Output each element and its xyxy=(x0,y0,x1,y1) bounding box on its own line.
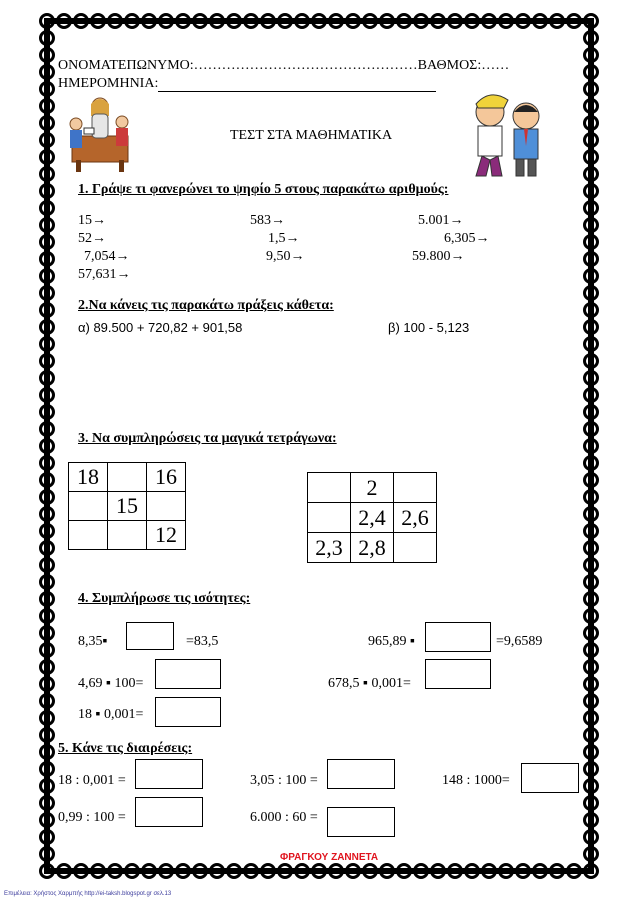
q2-part-b: β) 100 - 5,123 xyxy=(388,320,470,335)
magic-cell[interactable]: 16 xyxy=(147,463,186,492)
magic-square-2 xyxy=(307,472,437,563)
magic-cell[interactable]: 2,4 xyxy=(351,503,394,533)
q1-item: 59.800→ xyxy=(412,249,465,264)
q1-item: 7,054→ xyxy=(84,249,130,264)
answer-box[interactable] xyxy=(521,763,579,793)
q1-heading: 1. Γράψε τι φανερώνει το ψηφίο 5 στους παρακάτω αριθμούς: xyxy=(78,182,449,197)
q1-item: 6,305→ xyxy=(444,231,490,246)
magic-cell[interactable] xyxy=(108,521,147,550)
equation-2-right: =9,6589 xyxy=(496,634,543,649)
teacher-clipart xyxy=(62,94,138,174)
magic-cell[interactable]: 2,6 xyxy=(394,503,437,533)
division-1: 18 : 0,001 = xyxy=(58,773,126,788)
magic-cell[interactable] xyxy=(394,533,437,563)
q1-item: 5.001→ xyxy=(418,213,464,228)
name-line: ΟΝΟΜΑΤΕΠΩΝΥΜΟ:…………………………………………ΒΑΘΜΟΣ:…… xyxy=(58,58,510,73)
division-3: 148 : 1000= xyxy=(442,773,510,788)
q2-part-a: α) 89.500 + 720,82 + 901,58 xyxy=(78,320,243,335)
test-title: ΤΕΣΤ ΣΤΑ ΜΑΘΗΜΑΤΙΚΑ xyxy=(230,128,393,143)
magic-cell[interactable]: 12 xyxy=(147,521,186,550)
equation-1-left: 8,35▪ xyxy=(78,634,108,649)
equation-2-left: 965,89 ▪ xyxy=(368,634,415,649)
division-2: 3,05 : 100 = xyxy=(250,773,318,788)
answer-box[interactable] xyxy=(135,797,203,827)
magic-cell[interactable] xyxy=(308,503,351,533)
magic-cell[interactable]: 2,3 xyxy=(308,533,351,563)
author-name: ΦΡΑΓΚΟΥ ΖΑΝΝΕΤΑ xyxy=(280,852,379,863)
magic-cell[interactable] xyxy=(308,473,351,503)
equation-3-left: 4,69 ▪ 100= xyxy=(78,676,144,691)
equation-4-left: 678,5 ▪ 0,001= xyxy=(328,676,411,691)
magic-cell[interactable]: 15 xyxy=(108,492,147,521)
q2-heading: 2.Να κάνεις τις παρακάτω πράξεις κάθετα: xyxy=(78,298,334,313)
answer-box[interactable] xyxy=(327,759,395,789)
equation-1-right: =83,5 xyxy=(186,634,219,649)
date-line: ΗΜΕΡΟΜΗΝΙΑ: xyxy=(58,76,436,92)
answer-box[interactable] xyxy=(126,622,174,650)
magic-cell[interactable] xyxy=(69,492,108,521)
q4-heading: 4. Συμπλήρωσε τις ισότητες: xyxy=(78,591,251,606)
q1-item: 52→ xyxy=(78,231,106,246)
magic-cell[interactable] xyxy=(69,521,108,550)
q1-item: 57,631→ xyxy=(78,267,131,282)
magic-cell[interactable] xyxy=(108,463,147,492)
q1-item: 9,50→ xyxy=(266,249,305,264)
q1-item: 583→ xyxy=(250,213,285,228)
answer-box[interactable] xyxy=(155,659,221,689)
magic-cell[interactable] xyxy=(394,473,437,503)
magic-cell[interactable]: 2,8 xyxy=(351,533,394,563)
answer-box[interactable] xyxy=(327,807,395,837)
magic-cell[interactable] xyxy=(147,492,186,521)
magic-cell[interactable]: 18 xyxy=(69,463,108,492)
magic-cell[interactable]: 2 xyxy=(351,473,394,503)
q5-heading: 5. Κάνε τις διαιρέσεις: xyxy=(58,741,193,756)
q1-item: 15→ xyxy=(78,213,106,228)
q1-item: 1,5→ xyxy=(268,231,300,246)
answer-box[interactable] xyxy=(425,622,491,652)
magic-square-1 xyxy=(68,462,186,550)
equation-5-left: 18 ▪ 0,001= xyxy=(78,707,144,722)
division-5: 6.000 : 60 = xyxy=(250,810,318,825)
division-4: 0,99 : 100 = xyxy=(58,810,126,825)
q3-heading: 3. Να συμπληρώσεις τα μαγικά τετράγωνα: xyxy=(78,431,337,446)
two-men-clipart xyxy=(458,90,556,180)
credit-line: Επιμέλεια: Χρήστος Χαρμπής http://ei-taksh.blogspot.gr σελ.13 xyxy=(4,891,172,897)
answer-box[interactable] xyxy=(155,697,221,727)
answer-box[interactable] xyxy=(135,759,203,789)
answer-box[interactable] xyxy=(425,659,491,689)
